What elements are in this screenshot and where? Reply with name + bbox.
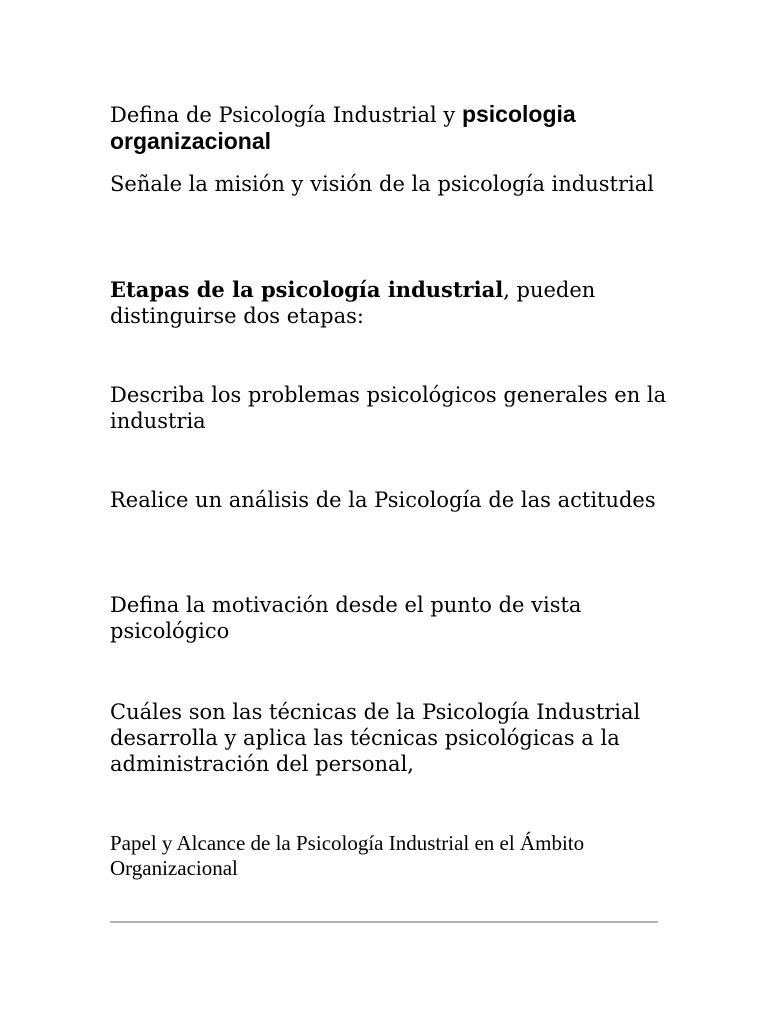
question-7: Cuáles son las técnicas de la Psicología Industrial desarrolla y aplica las técnicas psicológicas a la administración del personal, bbox=[110, 700, 641, 776]
question-1-text: Defina de Psicología Industrial y bbox=[110, 103, 462, 127]
question-3-bold-text: Etapas de la psicología industrial bbox=[110, 277, 504, 302]
question-1-bold-text: psicologia organizacional bbox=[110, 101, 576, 154]
question-3-text: , pueden distinguirse dos etapas: bbox=[110, 278, 596, 328]
horizontal-divider bbox=[110, 921, 658, 923]
question-2: Señale la misión y visión de la psicología industrial bbox=[110, 172, 654, 196]
question-4: Describa los problemas psicológicos generales en la industria bbox=[110, 383, 667, 433]
question-6: Defina la motivación desde el punto de vista psicológico bbox=[110, 593, 582, 643]
question-5: Realice un análisis de la Psicología de las actitudes bbox=[110, 488, 656, 512]
section-title: Papel y Alcance de la Psicología Industrial en el Ámbito Organizacional bbox=[110, 831, 585, 880]
question-1 bbox=[110, 101, 670, 155]
question-3 bbox=[110, 277, 670, 329]
